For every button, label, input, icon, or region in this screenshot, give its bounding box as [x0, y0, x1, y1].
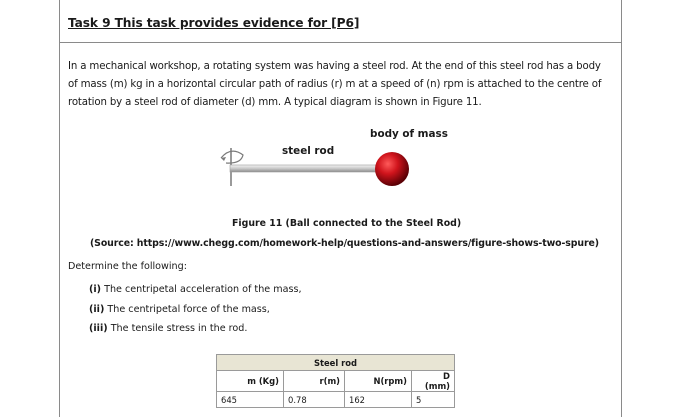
value-speed: 162: [345, 392, 412, 408]
question-item: (iii) The tensile stress in the rod.: [89, 323, 248, 334]
table-row: [217, 392, 455, 408]
figure-caption: Figure 11 (Ball connected to the Steel Rod): [232, 218, 462, 229]
header-radius: r(m): [284, 371, 345, 392]
header-speed: N(rpm): [345, 371, 412, 392]
steel-rod-table: [216, 354, 455, 408]
intro-paragraph: In a mechanical workshop, a rotating system was having a steel rod. At the end of this steel rod has a body of mass (m) kg in a horizontal circular path of radius (r) m at a speed of (n) rpm is attached to the centre of rotation by a steel rod of diameter (d) mm. A typical diagram is shown in Figure 11.: [68, 61, 602, 108]
value-radius: 0.78: [284, 392, 345, 408]
question-list: [89, 280, 302, 339]
header-diameter: D (mm): [412, 371, 455, 392]
table-group-header: Steel rod: [217, 355, 455, 371]
question-item: (i) The centripetal acceleration of the mass,: [89, 284, 302, 295]
question-item: (ii) The centripetal force of the mass,: [89, 303, 270, 315]
label-steel-rod: steel rod: [282, 145, 335, 157]
value-diameter: 5: [412, 392, 455, 408]
determine-label: Determine the following:: [68, 261, 187, 272]
task-heading: Task 9 This task provides evidence for [P6]: [68, 16, 360, 30]
body-of-mass-ball: [375, 152, 409, 186]
steel-rod-shape: [230, 165, 380, 172]
figure-source: (Source: https://www.chegg.com/homework-help/questions-and-answers/figure-shows-two-spure): [90, 238, 599, 249]
table-header-row: [217, 371, 455, 392]
header-mass: m (Kg): [217, 371, 284, 392]
value-mass: 645: [217, 392, 284, 408]
label-body-of-mass: body of mass: [370, 128, 448, 140]
